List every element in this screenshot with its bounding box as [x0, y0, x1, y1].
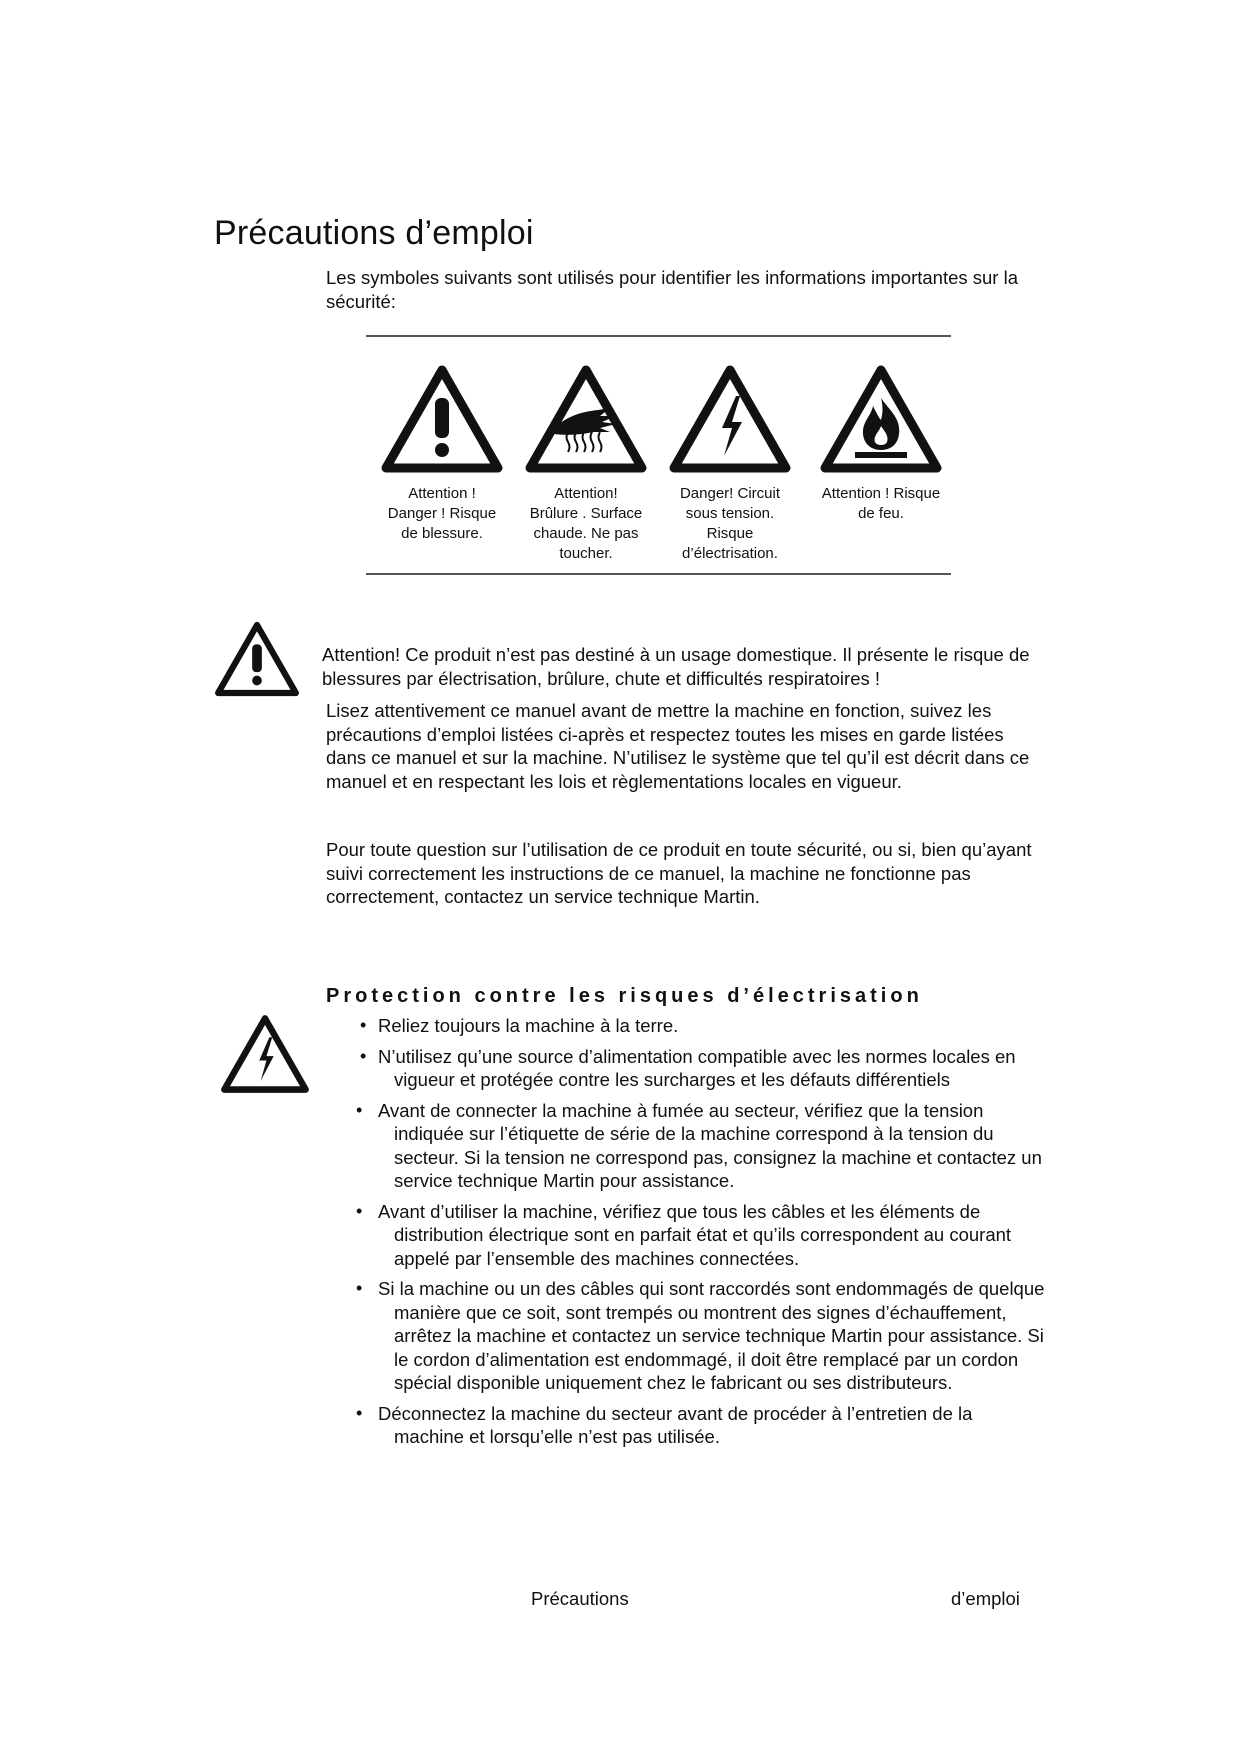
paragraph-contact: Pour toute question sur l’utilisation de ce produit en toute sécurité, ou si, bien qu’ayant suivi correctement les instructions de ce manuel, la machine ne fonctionne pas correctement, contactez un service technique Martin. — [326, 839, 1032, 907]
paragraph-manual: Lisez attentivement ce manuel avant de mettre la machine en fonction, suivez les précautions d’emploi listées ci-après et respectez toutes les mises en garde listées dans ce manuel et sur la machine. N’utilisez le système que tel qu’il est décrit dans ce manuel et en respectant les lois et règlementations locales en vigueur. — [326, 700, 1030, 792]
warning-text: Attention! Ce produit n’est pas destiné à un usage domestique. Il présente le risque de blessures par électrisation, brûlure, chute et difficultés respiratoires ! — [322, 644, 1030, 689]
symbol-caption: Attention ! Risque de feu. — [821, 485, 941, 522]
footer-left: Précautions — [531, 1588, 629, 1609]
bullet-icon: • — [356, 1200, 363, 1221]
fire-icon — [819, 364, 943, 474]
symbol-general-danger — [372, 364, 512, 544]
footer-right: d’emploi — [951, 1588, 1020, 1609]
electric-shock-icon — [220, 1014, 310, 1094]
symbol-caption: Attention ! Danger ! Risque de blessure. — [387, 485, 497, 542]
bullet-icon: • — [356, 1278, 363, 1298]
top-rule — [366, 335, 951, 337]
intro-text: Les symboles suivants sont utilisés pour identifier les informations importantes sur la sécurité: — [326, 267, 1019, 312]
bullet-icon: • — [360, 1015, 367, 1035]
list-item: • Reliez toujours la machine à la terre. — [360, 1015, 679, 1036]
general-danger-icon — [214, 620, 300, 698]
list-item: • Avant d’utiliser la machine, vérifiez que tous les câbles et les éléments de distribution électrique sont en parfait état et qu’ils correspondent au courant appelé par l’ensemble des machines connectées. — [356, 1200, 1012, 1269]
page-title: Précautions d’emploi — [214, 214, 534, 252]
symbol-caption: Danger! Circuit sous tension. Risque d’électrisation. — [679, 485, 781, 562]
electrical-bullet-list — [326, 1014, 1046, 1456]
hot-surface-icon — [524, 364, 648, 474]
bullet-icon: • — [356, 1402, 363, 1423]
electric-shock-icon — [668, 364, 792, 474]
list-item: • Si la machine ou un des câbles qui sont raccordés sont endommagés de quelque manière que ce soit, sont trempés ou montrent des signes d’échauffement, arrêtez la machine et contactez un service technique Martin pour assistance. Si le cordon d’alimentation est endommagé, il doit être remplacé par un cordon spécial disponible uniquement chez le fabricant ou ses distributeurs. — [356, 1278, 1045, 1393]
symbol-electric-shock — [660, 364, 800, 564]
bottom-rule — [366, 573, 951, 575]
general-danger-icon — [380, 364, 504, 474]
symbol-fire — [806, 364, 956, 524]
bullet-icon: • — [356, 1099, 363, 1120]
section-title-electrical: Protection contre les risques d’électrisation — [326, 985, 923, 1007]
symbol-hot-surface — [516, 364, 656, 564]
bullet-icon: • — [360, 1045, 367, 1066]
list-item: • Avant de connecter la machine à fumée au secteur, vérifiez que la tension indiquée sur l’étiquette de série de la machine correspond à la tension du secteur. Si la tension ne correspond pas, consignez la machine et contactez un service technique Martin pour assistance. — [356, 1099, 1042, 1191]
list-item: • Déconnectez la machine du secteur avant de procéder à l’entretien de la machine et lorsqu’elle n’est pas utilisée. — [356, 1402, 973, 1447]
symbol-caption: Attention! Brûlure . Surface chaude. Ne pas toucher. — [529, 485, 643, 562]
list-item: • N’utilisez qu’une source d’alimentation compatible avec les normes locales en vigueur et protégée contre les surcharges et les défauts différentiels — [360, 1045, 1016, 1090]
